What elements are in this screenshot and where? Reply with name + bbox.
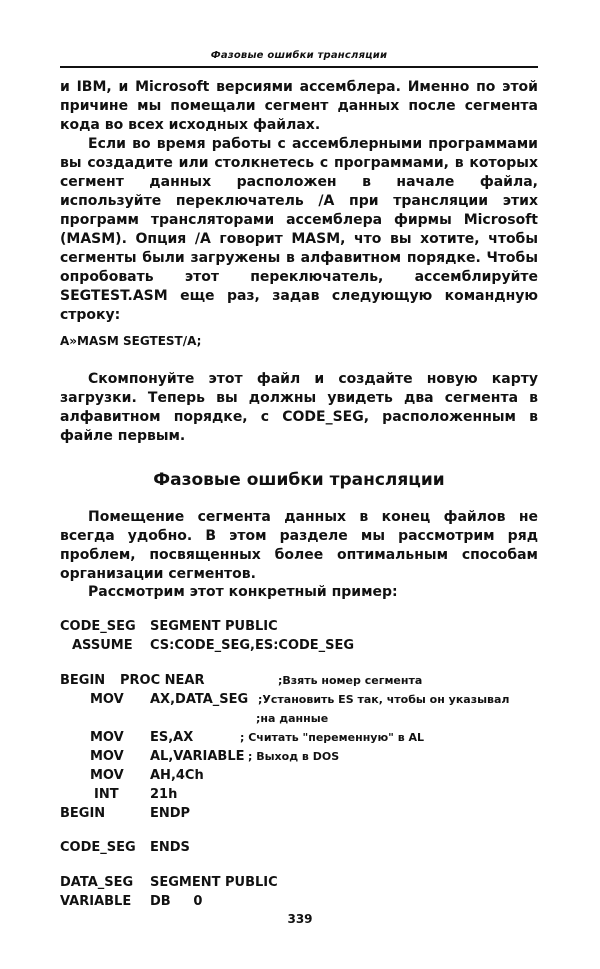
paragraph-5	[60, 583, 538, 602]
code-label: VARIABLE	[60, 894, 132, 909]
code-mnemonic: INT	[94, 787, 119, 802]
paragraph-5-text: Рассмотрим этот конкретный пример:	[88, 584, 398, 600]
paragraph-2	[60, 135, 538, 325]
running-header: Фазовые ошибки трансляции	[210, 50, 388, 61]
paragraph-4	[60, 508, 538, 584]
code-label: DATA_SEG	[60, 875, 134, 890]
paragraph-1-text: и IBM, и Microsoft версиями ассемблера. Именно по этой причине мы помещали сегмент данных после сегмента кода во всех исходных файлах.	[60, 79, 538, 133]
command-line: A»MASM SEGTEST/A;	[60, 334, 202, 348]
code-mnemonic: MOV	[90, 730, 124, 745]
section-heading: Фазовые ошибки трансляции	[153, 470, 445, 490]
code-operand: SEGMENT PUBLIC	[150, 619, 278, 634]
code-label: CODE_SEG	[60, 840, 136, 855]
code-operand: DB 0	[150, 894, 203, 909]
code-mnemonic: MOV	[90, 749, 124, 764]
code-mnemonic: MOV	[90, 768, 124, 783]
paragraph-1	[60, 78, 538, 135]
paragraph-4-text: Помещение сегмента данных в конец файлов не всегда удобно. В этом разделе мы рассмотрим ряд проблем, посвященных более оптимальным способам организации сегментов.	[60, 509, 538, 582]
code-operand: AX,DATA_SEG	[150, 692, 249, 707]
code-operand: ENDP	[150, 806, 191, 821]
code-label: BEGIN	[60, 806, 106, 821]
code-label: CODE_SEG	[60, 619, 136, 634]
code-label: BEGIN	[60, 673, 106, 688]
code-comment: ;Установить ES так, чтобы он указывал	[258, 693, 510, 706]
code-comment: ; Считать "переменную" в AL	[240, 731, 425, 744]
code-label: ASSUME	[72, 638, 133, 653]
page-number: 339	[287, 912, 313, 926]
paragraph-3	[60, 370, 538, 446]
code-operand: AH,4Ch	[150, 768, 204, 783]
header-rule	[60, 66, 538, 68]
code-operand: CS:CODE_SEG,ES:CODE_SEG	[150, 638, 355, 653]
code-comment: ; Выход в DOS	[248, 750, 340, 763]
code-operand: ENDS	[150, 840, 190, 855]
paragraph-3-text: Скомпонуйте этот файл и создайте новую карту загрузки. Теперь вы должны увидеть два сегмента в алфавитном порядке, с CODE_SEG, расположенным в файле первым.	[60, 371, 538, 444]
code-operand: SEGMENT PUBLIC	[150, 875, 278, 890]
paragraph-2-text: Если во время работы с ассемблерными программами вы создадите или столкнетесь с программами, в которых сегмент данных расположен в начале файла, используйте переключатель /A при трансляции этих программ трансляторами ассемблера фирмы Microsoft (MASM). Опция /A говорит MASM, что вы хотите, чтобы сегменты были загружены в алфавитном порядке. Чтобы опробовать этот переключатель, ассемблируйте SEGTEST.ASM еще раз, задав следующую командную строку:	[60, 136, 538, 323]
code-operand: 21h	[150, 787, 178, 802]
code-operand: AL,VARIABLE	[150, 749, 245, 764]
code-operand: ES,AX	[150, 730, 194, 745]
code-comment: ;Взять номер сегмента	[278, 674, 423, 687]
code-mnemonic: MOV	[90, 692, 124, 707]
code-operand: PROC NEAR	[120, 673, 205, 688]
code-comment: ;на данные	[256, 712, 329, 725]
